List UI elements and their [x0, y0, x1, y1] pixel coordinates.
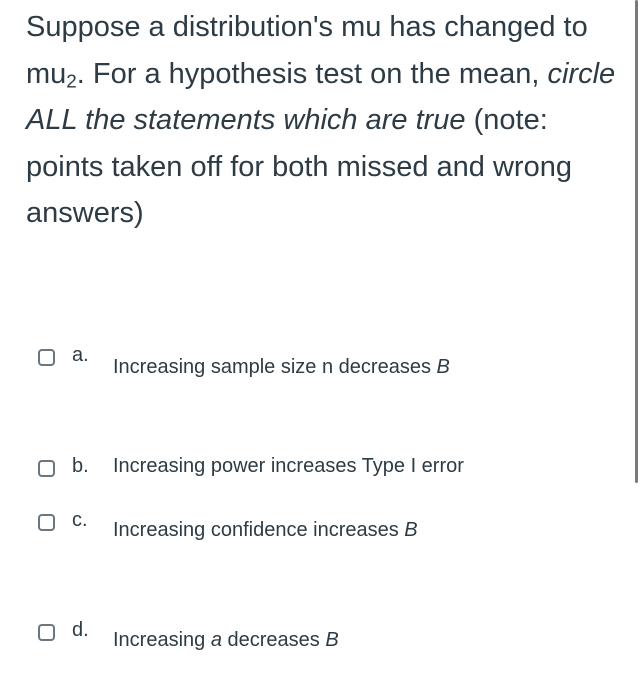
answer-symbol-a: B	[436, 356, 450, 378]
answer-letter-c: c.	[72, 509, 88, 531]
answer-letter-a: a.	[72, 344, 89, 366]
answer-label-c[interactable]	[113, 519, 418, 542]
answer-letter-d: d.	[72, 619, 89, 641]
answer-option-d[interactable]	[38, 619, 598, 654]
checkbox-c[interactable]	[38, 514, 55, 531]
checkbox-d[interactable]	[38, 624, 55, 641]
answer-letter-b: b.	[72, 455, 89, 477]
answer-option-c[interactable]	[38, 509, 598, 544]
checkbox-a[interactable]	[38, 349, 55, 366]
answer-text-mid-d: decreases	[221, 629, 326, 651]
scrollbar-track[interactable]	[630, 0, 642, 700]
answer-text-b: Increasing power increases Type I error	[113, 455, 464, 477]
answer-symbol-c: B	[404, 519, 418, 541]
question-text	[26, 4, 622, 237]
question-emphasis: circle ALL the statements which are true	[26, 57, 616, 136]
question-part1: Suppose a distribution's mu has changed to mu	[26, 11, 588, 90]
answer-text-c: Increasing confidence increases	[113, 519, 405, 541]
answer-label-a[interactable]	[113, 356, 450, 379]
answer-label-b[interactable]	[113, 455, 464, 478]
answer-text-a: Increasing sample size n decreases	[113, 356, 437, 378]
answer-symbol-alpha-d: a	[210, 629, 222, 651]
answer-label-d[interactable]	[113, 629, 339, 652]
question-subscript: 2	[66, 70, 77, 92]
question-part3: (note: points taken off for both missed and wrong answers)	[26, 104, 572, 229]
answer-symbol-d: B	[325, 629, 339, 651]
question-part2: . For a hypothesis test on the mean,	[76, 57, 548, 90]
answer-text-d: Increasing	[113, 629, 211, 651]
answer-option-a[interactable]	[38, 344, 598, 379]
scrollbar-thumb[interactable]	[635, 0, 638, 483]
checkbox-b[interactable]	[38, 460, 55, 477]
answer-option-b[interactable]	[38, 455, 598, 490]
